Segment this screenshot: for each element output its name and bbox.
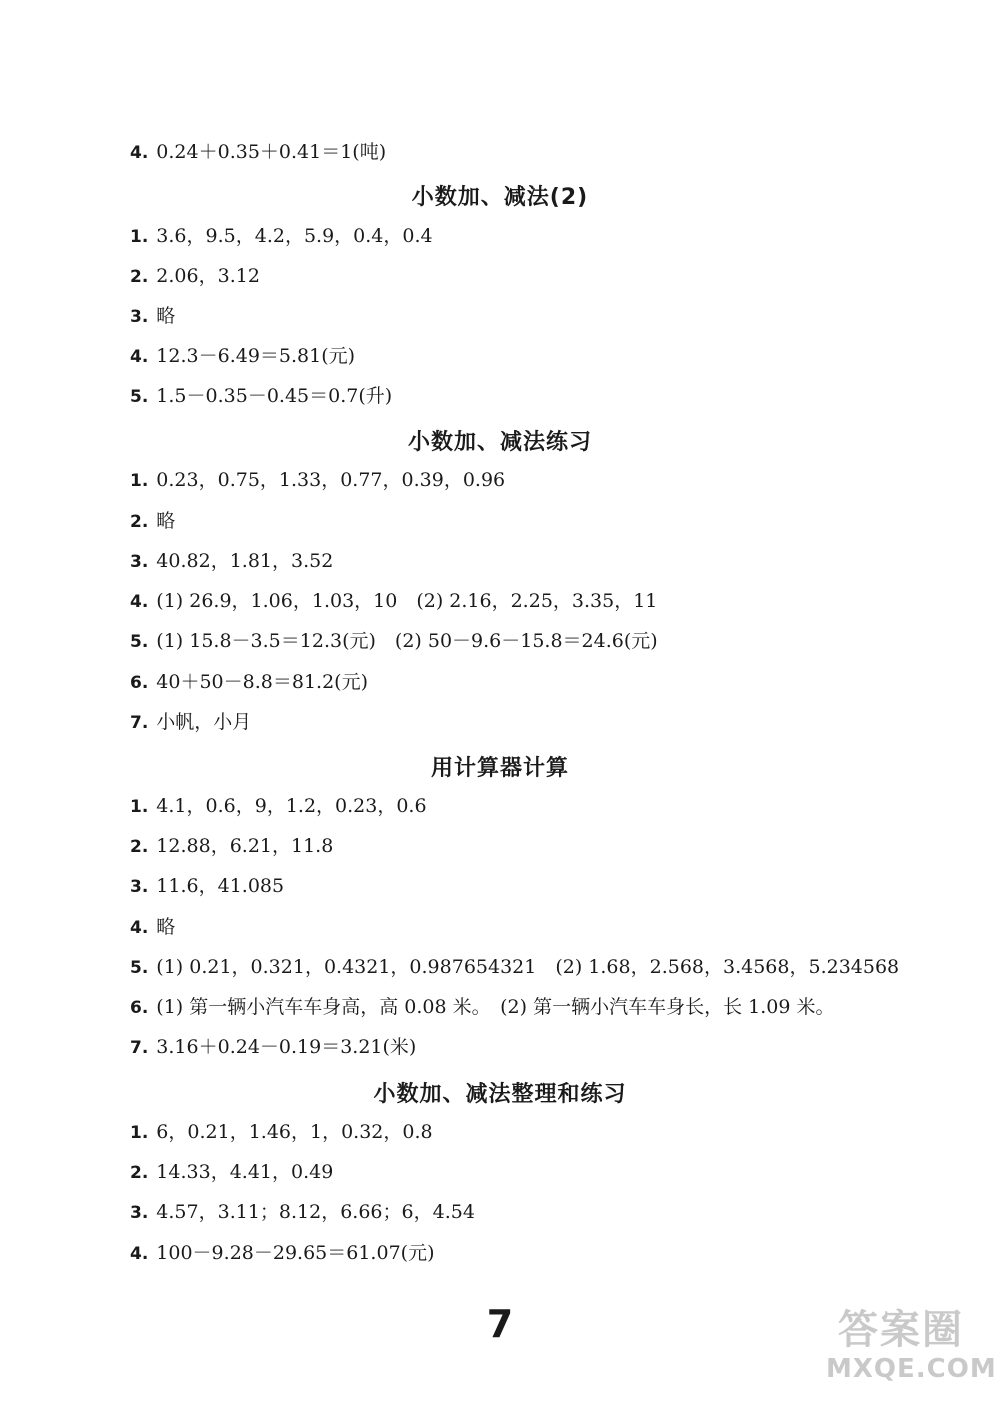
item-text: 略 — [156, 305, 176, 327]
list-item — [130, 140, 386, 165]
item-number: 2. — [130, 512, 149, 532]
list-item — [130, 304, 175, 329]
item-text: 6，0.21，1.46，1，0.32，0.8 — [156, 1121, 433, 1143]
list-item — [130, 468, 505, 493]
item-number: 4. — [130, 143, 149, 163]
list-item — [130, 589, 657, 614]
list-item — [130, 509, 175, 534]
item-text: 12.3－6.49＝5.81(元) — [156, 345, 356, 367]
list-item — [130, 874, 284, 899]
item-text: 3.6，9.5，4.2，5.9，0.4，0.4 — [156, 225, 433, 247]
item-number: 4. — [130, 1244, 149, 1264]
item-number: 2. — [130, 1163, 149, 1183]
list-item — [130, 1160, 333, 1185]
list-item — [130, 629, 658, 654]
list-item — [130, 995, 834, 1020]
item-text: 1.5－0.35－0.45＝0.7(升) — [156, 385, 393, 407]
item-number: 1. — [130, 227, 149, 247]
item-number: 3. — [130, 877, 149, 897]
item-text: 40.82，1.81，3.52 — [156, 550, 334, 572]
section-title: 小数加、减法(2) — [411, 185, 589, 210]
item-number: 1. — [130, 797, 149, 817]
item-text: 40＋50－8.8＝81.2(元) — [156, 671, 368, 693]
list-item — [130, 1120, 433, 1145]
item-text: 0.23，0.75，1.33，0.77，0.39，0.96 — [156, 469, 506, 491]
section-title: 小数加、减法整理和练习 — [373, 1082, 627, 1107]
item-number: 7. — [130, 713, 149, 733]
item-text: 100－9.28－29.65＝61.07(元) — [156, 1242, 435, 1264]
item-number: 1. — [130, 1123, 149, 1143]
list-item — [130, 264, 260, 289]
item-number: 5. — [130, 387, 149, 407]
item-number: 6. — [130, 998, 149, 1018]
item-number: 4. — [130, 918, 149, 938]
item-number: 5. — [130, 632, 149, 652]
item-text: (1) 15.8－3.5＝12.3(元) (2) 50－9.6－15.8＝24.6(元) — [156, 630, 658, 652]
list-item — [130, 670, 368, 695]
list-item — [130, 1241, 434, 1266]
list-item — [130, 794, 427, 819]
list-item — [130, 224, 433, 249]
item-text: (1) 26.9，1.06，1.03，10 (2) 2.16，2.25，3.35，11 — [156, 590, 658, 612]
item-number: 3. — [130, 552, 149, 572]
list-item — [130, 710, 251, 735]
item-number: 4. — [130, 592, 149, 612]
list-item — [130, 549, 333, 574]
item-text: 略 — [156, 916, 176, 938]
item-text: 略 — [156, 510, 176, 532]
item-number: 6. — [130, 673, 149, 693]
item-text: 11.6，41.085 — [156, 875, 285, 897]
item-text: 14.33，4.41，0.49 — [156, 1161, 334, 1183]
item-text: (1) 0.21，0.321，0.4321，0.987654321 (2) 1.68，2.568，3.4568，5.234568 — [156, 956, 900, 978]
item-text: 12.88，6.21，11.8 — [156, 835, 334, 857]
item-number: 1. — [130, 471, 149, 491]
item-text: 0.24＋0.35＋0.41＝1(吨) — [156, 141, 387, 163]
section-title: 小数加、减法练习 — [407, 430, 592, 455]
item-text: 2.06，3.12 — [156, 265, 260, 287]
list-item — [130, 1035, 416, 1060]
list-item — [130, 344, 355, 369]
item-text: 4.57，3.11；8.12，6.66；6，4.54 — [156, 1201, 475, 1223]
item-number: 3. — [130, 1203, 149, 1223]
list-item — [130, 915, 175, 940]
section-title: 用计算器计算 — [430, 756, 569, 781]
item-number: 5. — [130, 958, 149, 978]
page-number: 7 — [486, 1302, 514, 1346]
item-text: 4.1，0.6，9，1.2，0.23，0.6 — [156, 795, 427, 817]
item-text: 小帆，小月 — [156, 711, 252, 733]
list-item — [130, 955, 899, 980]
watermark-url-text: MXQE.COM — [826, 1354, 997, 1384]
item-text: (1) 第一辆小汽车车身高，高 0.08 米。 (2) 第一辆小汽车车身长，长 1.09 米。 — [156, 996, 835, 1018]
watermark-logo-text: 答案圈 — [838, 1307, 964, 1353]
item-number: 2. — [130, 267, 149, 287]
watermark — [826, 1306, 997, 1384]
item-text: 3.16＋0.24－0.19＝3.21(米) — [156, 1036, 417, 1058]
item-number: 4. — [130, 347, 149, 367]
list-item — [130, 834, 333, 859]
item-number: 2. — [130, 837, 149, 857]
list-item — [130, 384, 392, 409]
list-item — [130, 1200, 475, 1225]
item-number: 7. — [130, 1038, 149, 1058]
item-number: 3. — [130, 307, 149, 327]
